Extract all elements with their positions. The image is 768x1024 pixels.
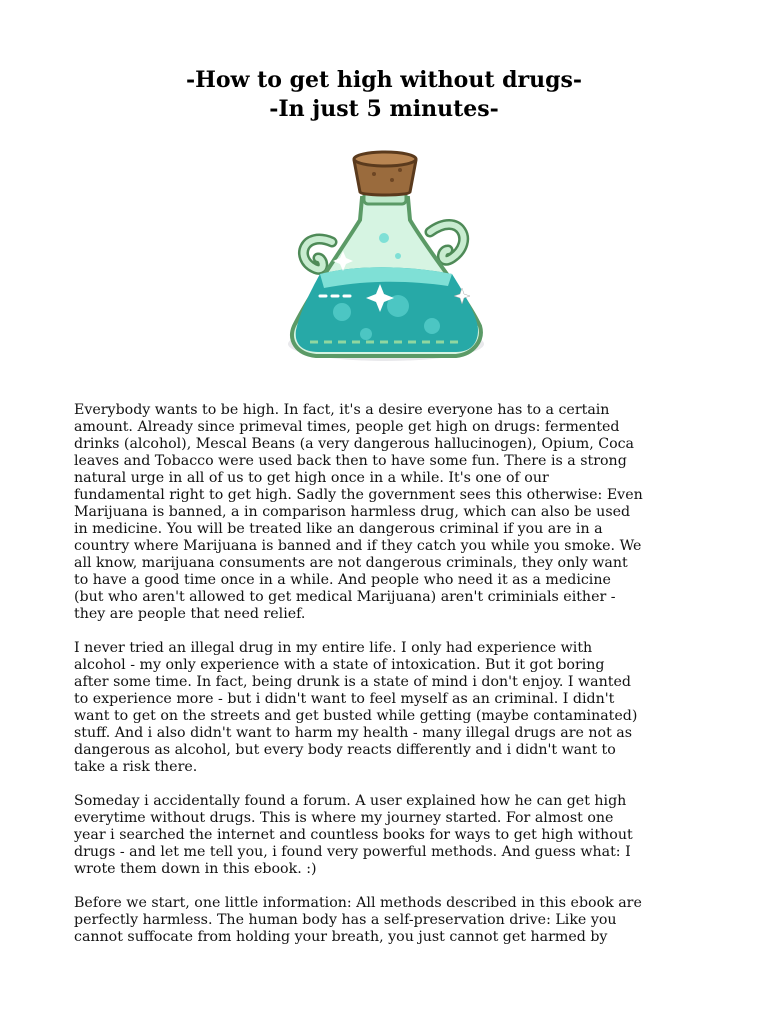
paragraph — [74, 402, 698, 623]
text-line: Before we start, one little information: All methods described in this ebook are — [74, 895, 642, 911]
text-line: country where Marijuana is banned and if they catch you while you smoke. We — [74, 538, 642, 554]
document-title — [0, 66, 768, 124]
potion-bottle-icon — [280, 146, 492, 372]
text-line: (but who aren't allowed to get medical Marijuana) aren't criminials either - — [74, 589, 616, 605]
text-line: natural urge in all of us to get high once in a while. It's one of our — [74, 470, 549, 486]
title-line-2: -In just 5 minutes- — [269, 96, 499, 122]
text-line: fundamental right to get high. Sadly the government sees this otherwise: Even — [74, 487, 643, 503]
document-body — [74, 402, 698, 963]
text-line: drugs - and let me tell you, i found very powerful methods. And guess what: I — [74, 844, 631, 860]
text-line: amount. Already since primeval times, people get high on drugs: fermented — [74, 419, 620, 435]
text-line: want to get on the streets and get busted while getting (maybe contaminated) — [74, 708, 638, 724]
text-line: cannot suffocate from holding your breath, you just cannot get harmed by — [74, 929, 608, 945]
text-line: stuff. And i also didn't want to harm my health - many illegal drugs are not as — [74, 725, 633, 741]
text-line: leaves and Tobacco were used back then to have some fun. There is a strong — [74, 453, 627, 469]
text-line: alcohol - my only experience with a state of intoxication. But it got boring — [74, 657, 605, 673]
text-line: I never tried an illegal drug in my entire life. I only had experience with — [74, 640, 593, 656]
text-line: perfectly harmless. The human body has a self-preservation drive: Like you — [74, 912, 617, 928]
paragraph — [74, 895, 698, 946]
text-line: Everybody wants to be high. In fact, it's a desire everyone has to a certain — [74, 402, 610, 418]
text-line: in medicine. You will be treated like an dangerous criminal if you are in a — [74, 521, 603, 537]
paragraph — [74, 793, 698, 878]
text-line: year i searched the internet and countless books for ways to get high without — [74, 827, 633, 843]
text-line: Marijuana is banned, a in comparison harmless drug, which can also be used — [74, 504, 631, 520]
paragraph — [74, 640, 698, 776]
text-line: to experience more - but i didn't want to feel myself as an criminal. I didn't — [74, 691, 615, 707]
text-line: take a risk there. — [74, 759, 198, 775]
text-line: all know, marijuana consuments are not dangerous criminals, they only want — [74, 555, 628, 571]
text-line: after some time. In fact, being drunk is a state of mind i don't enjoy. I wanted — [74, 674, 631, 690]
text-line: everytime without drugs. This is where my journey started. For almost one — [74, 810, 614, 826]
text-line: dangerous as alcohol, but every body reacts differently and i didn't want to — [74, 742, 616, 758]
title-line-1: -How to get high without drugs- — [185, 67, 583, 93]
text-line: wrote them down in this ebook. :) — [74, 861, 317, 877]
text-line: to have a good time once in a while. And people who need it as a medicine — [74, 572, 611, 588]
text-line: they are people that need relief. — [74, 606, 306, 622]
text-line: Someday i accidentally found a forum. A user explained how he can get high — [74, 793, 627, 809]
text-line: drinks (alcohol), Mescal Beans (a very dangerous hallucinogen), Opium, Coca — [74, 436, 635, 452]
